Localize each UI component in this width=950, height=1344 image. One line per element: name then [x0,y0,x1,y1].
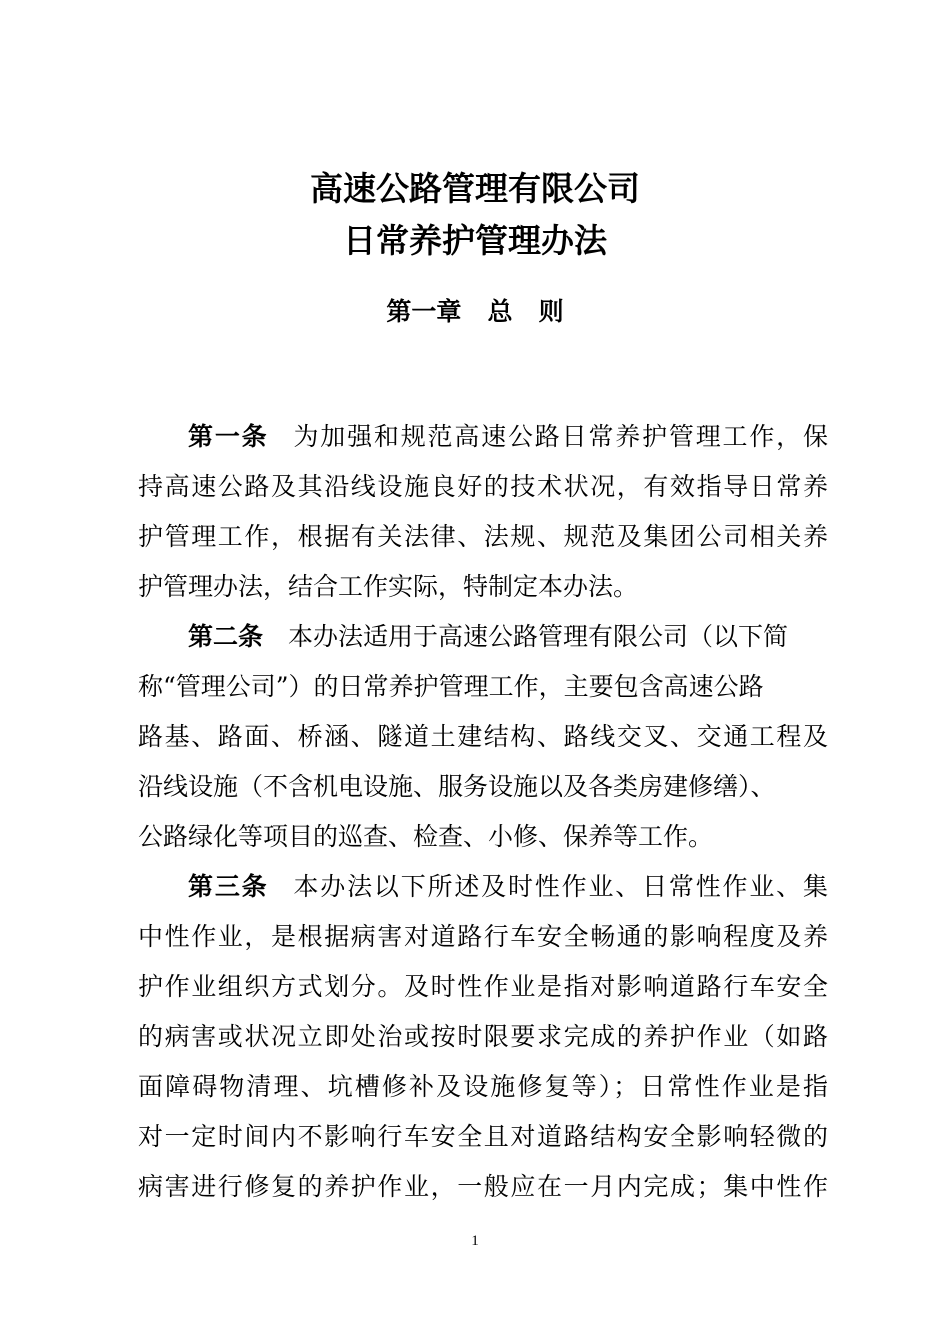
article-2-line-3: 路基、路面、桥涵、隧道土建结构、路线交叉、交通工程及 [138,722,828,751]
article-number: 第一条 [188,422,269,451]
article-text: 为加强和规范高速公路日常养护管理工作，保 [293,422,828,451]
article-3-line-1 [188,869,828,905]
article-2-line-4: 沿线设施（不含机电设施、服务设施以及各类房建修缮）、 [138,772,776,801]
article-1-line-2: 持高速公路及其沿线设施良好的技术状况，有效指导日常养 [138,472,828,501]
article-2-line-1 [188,619,828,655]
article-3-line-2: 中性作业，是根据病害对道路行车安全畅通的影响程度及养 [138,922,828,951]
article-2-line-5: 公路绿化等项目的巡查、检查、小修、保养等工作。 [138,822,714,851]
article-number: 第二条 [188,622,264,651]
article-text: 本办法以下所述及时性作业、日常性作业、集 [293,872,828,901]
document-title-line2: 日常养护管理办法 [343,221,607,260]
article-text: 本办法适用于高速公路管理有限公司（以下简 [288,622,789,651]
document-title-line1: 高速公路管理有限公司 [310,169,640,208]
article-2-line-2: 称“管理公司”）的日常养护管理工作，主要包含高速公路 [138,672,764,701]
article-3-line-4: 的病害或状况立即处治或按时限要求完成的养护作业（如路 [138,1022,828,1051]
article-1-line-3: 护管理工作，根据有关法律、法规、规范及集团公司相关养 [138,522,828,551]
article-3-line-6: 对一定时间内不影响行车安全且对道路结构安全影响轻微的 [138,1122,828,1151]
article-3-line-7: 病害进行修复的养护作业，一般应在一月内完成；集中性作 [138,1172,828,1201]
article-number: 第三条 [188,872,269,901]
page-number: 1 [471,1233,479,1249]
chapter-heading: 第一章 总 则 [386,297,564,326]
article-3-line-5: 面障碍物清理、坑槽修补及设施修复等）；日常性作业是指 [138,1072,828,1101]
article-1-line-4: 护管理办法，结合工作实际，特制定本办法。 [138,572,639,601]
article-3-line-3: 护作业组织方式划分。及时性作业是指对影响道路行车安全 [138,972,828,1001]
article-1-line-1 [188,419,828,455]
